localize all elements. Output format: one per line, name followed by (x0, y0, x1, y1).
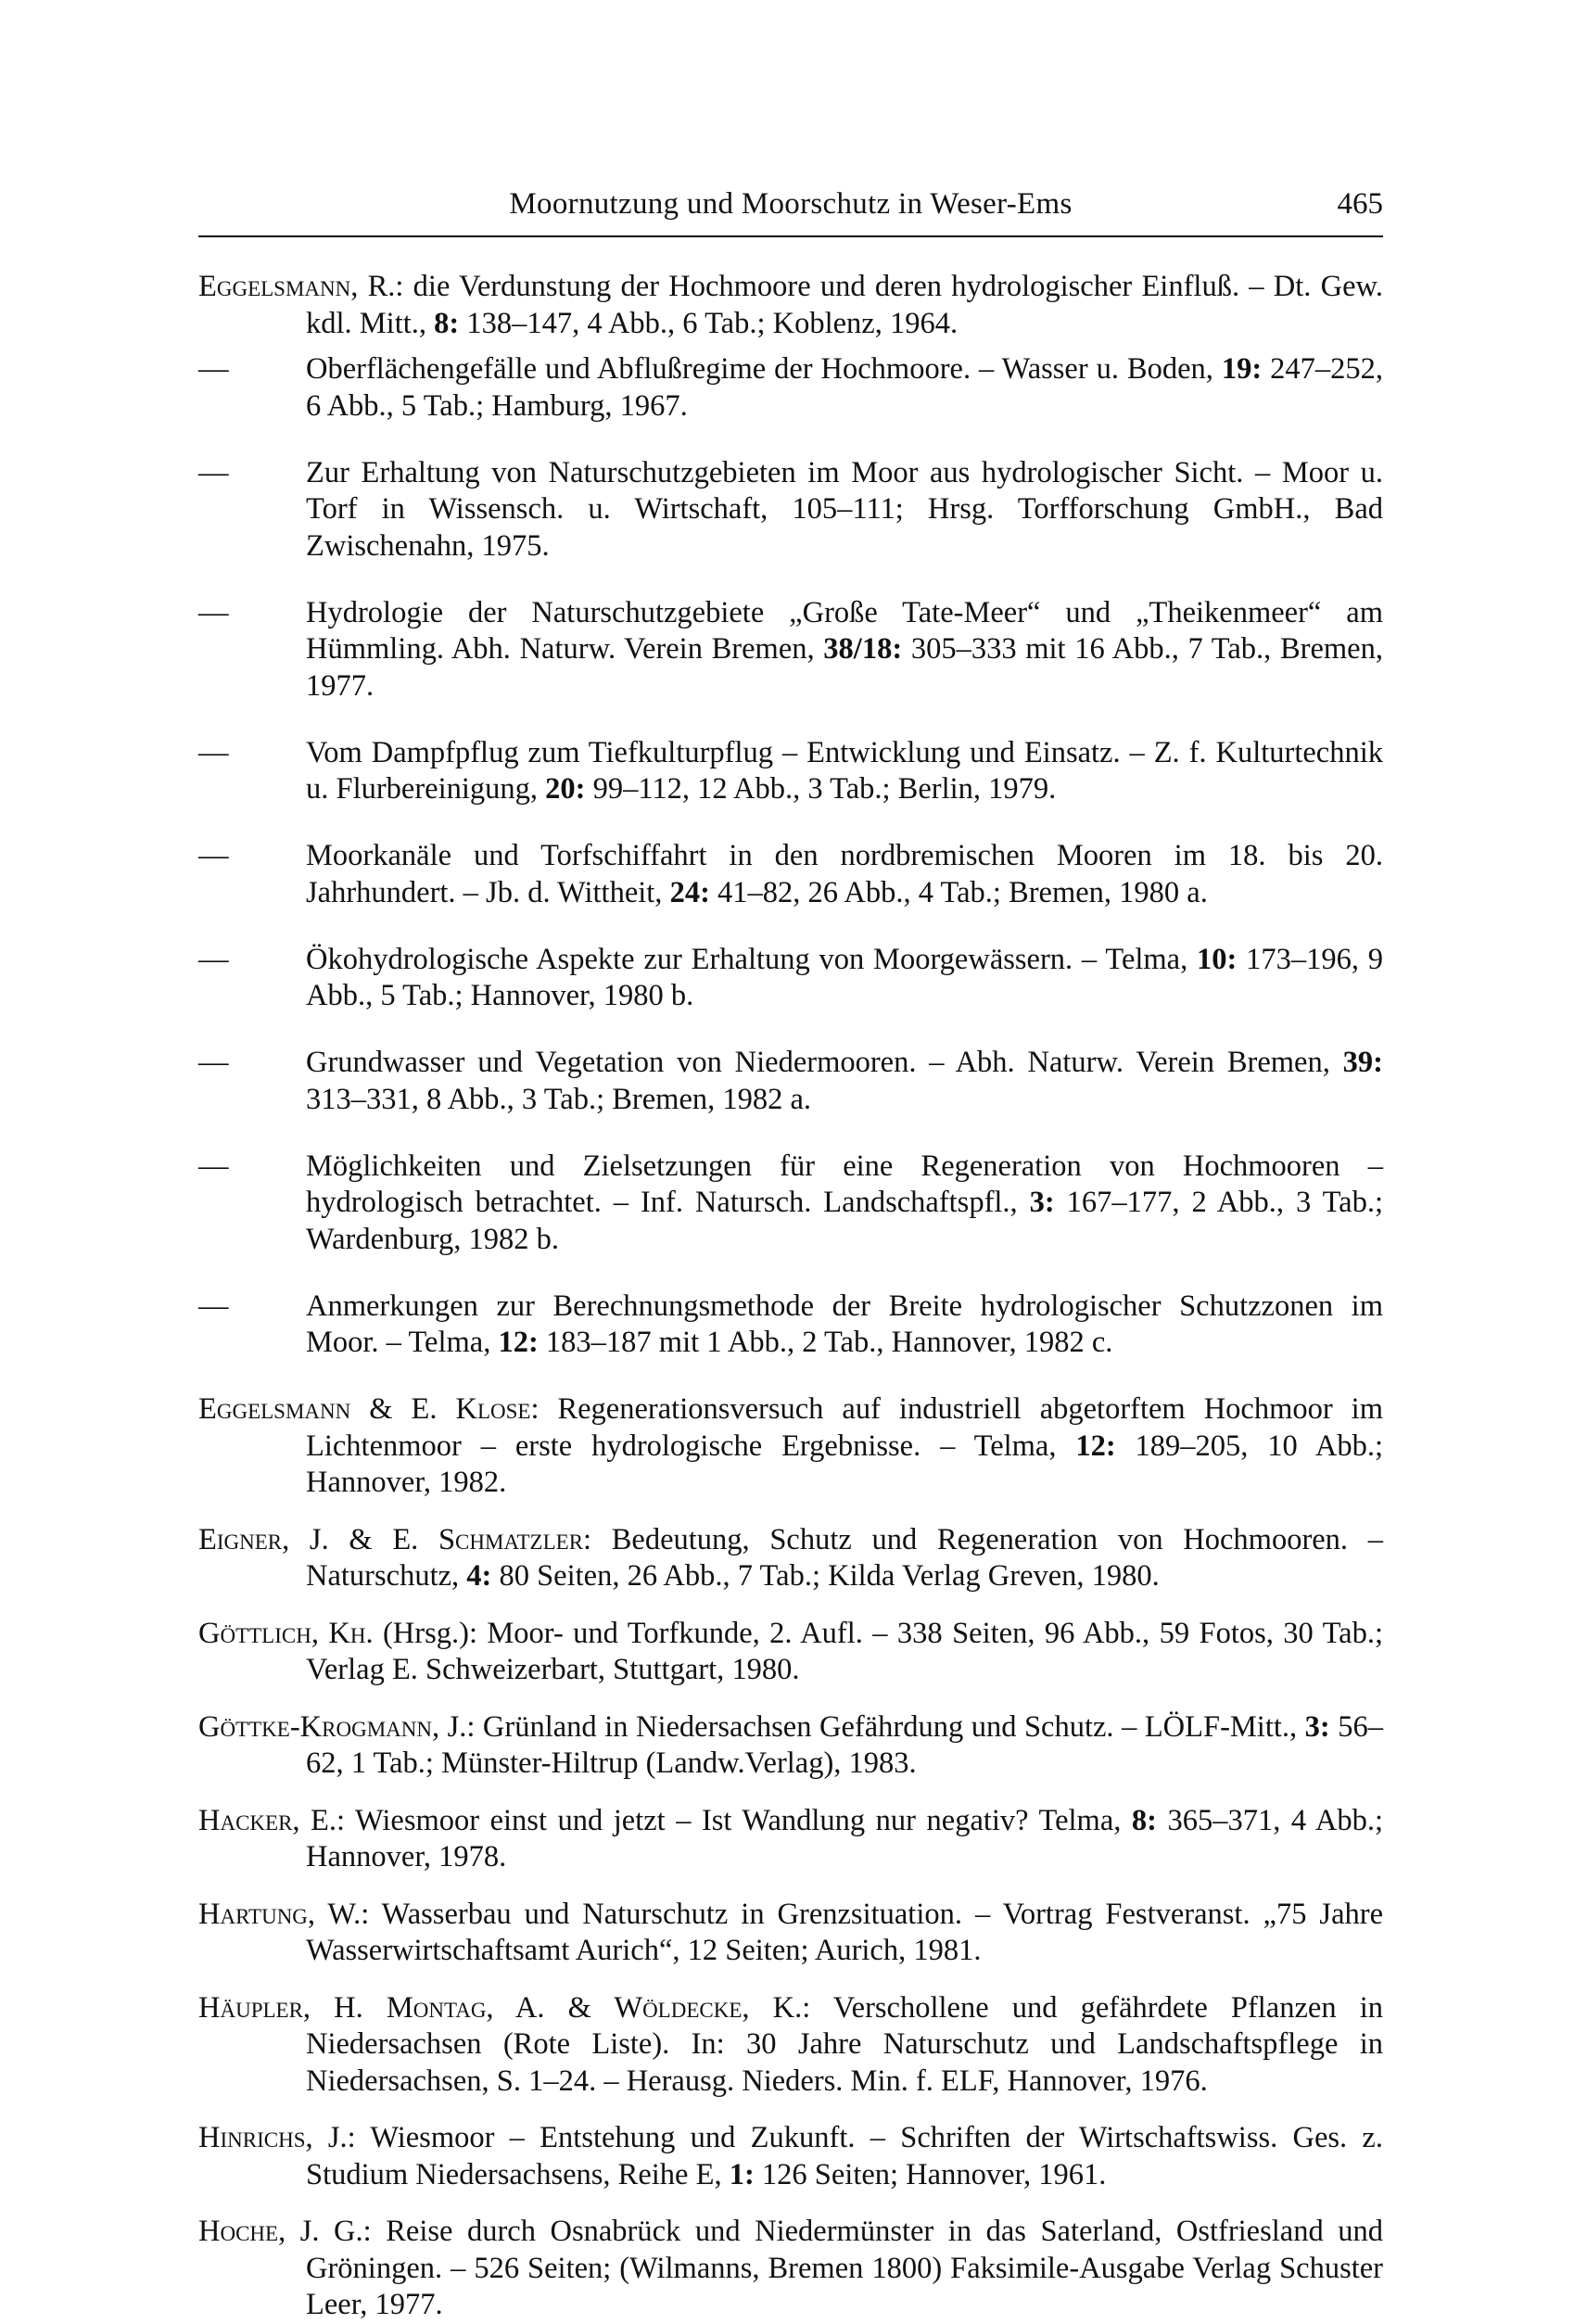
reference-entry: — Moorkanäle und Torfschiffahrt in den nordbremischen Mooren im 18. bis 20. Jahrhundert. – Jb. d. Wittheit, 24: 41–82, 26 Abb., 4 Tab.; Bremen, 1980 a. (198, 839, 1383, 909)
page-number: 465 (1337, 187, 1383, 221)
running-title: Moornutzung und Moorschutz in Weser-Ems (509, 187, 1073, 221)
reference-author: Eggelsmann & E. Klose: (198, 1392, 540, 1426)
reference-list (198, 269, 1383, 2324)
reference-entry: — Möglichkeiten und Zielsetzungen für eine Regeneration von Hochmooren – hydrologisch betrachtet. – Inf. Natursch. Landschaftspfl., 3: 167–177, 2 Abb., 3 Tab.; Wardenburg, 1982 b. (198, 1149, 1383, 1256)
reference-author: Göttke-Krogmann, J.: (198, 1709, 476, 1744)
reference-entry: Eigner, J. & E. Schmatzler: Bedeutung, Schutz und Regeneration von Hochmooren. – Naturschutz, 4: 80 Seiten, 26 Abb., 7 Tab.; Kilda Verlag Greven, 1980. (198, 1522, 1383, 1593)
reference-entry: — Grundwasser und Vegetation von Niedermooren. – Abh. Naturw. Verein Bremen, 39: 313–331, 8 Abb., 3 Tab.; Bremen, 1982 a. (198, 1046, 1383, 1116)
ditto-dash: — (198, 839, 229, 872)
reference-entry: Göttlich, Kh. (Hrsg.): Moor- und Torfkunde, 2. Aufl. – 338 Seiten, 96 Abb., 59 Fotos, 30 Tab.; Verlag E. Schweizerbart, Stuttgart, 1980. (198, 1616, 1384, 1686)
reference-author: Häupler, H. Montag, A. & Wöldecke, K.: (198, 1990, 811, 2025)
reference-author: Hinrichs, J.: (198, 2121, 356, 2154)
ditto-dash: — (198, 735, 229, 769)
reference-entry: Hinrichs, J.: Wiesmoor – Entstehung und Zukunft. – Schriften der Wirtschaftswiss. Ges. z. Studium Niedersachsens, Reihe E, 1: 126 Seiten; Hannover, 1961. (198, 2121, 1383, 2191)
reference-entry: Eggelsmann, R.: die Verdunstung der Hochmoore und deren hydrologischer Einfluß. – Dt. Gew. kdl. Mitt., 8: 138–147, 4 Abb., 6 Tab.; Koblenz, 1964. (198, 270, 1384, 340)
reference-entry: Hacker, E.: Wiesmoor einst und jetzt – Ist Wandlung nur negativ? Telma, 8: 365–371, 4 Abb.; Hannover, 1978. (198, 1803, 1383, 1873)
ditto-dash: — (198, 455, 229, 489)
ditto-dash: — (198, 352, 229, 386)
reference-entry: Eggelsmann & E. Klose: Regenerationsversuch auf industriell abgetorftem Hochmoor im Lichtenmoor – erste hydrologische Ergebnisse. – Telma, 12: 189–205, 10 Abb.; Hannover, 1982. (198, 1392, 1383, 1499)
ditto-dash: — (198, 1289, 229, 1323)
reference-author: Hoche, J. G.: (198, 2215, 372, 2248)
reference-author: Eggelsmann, R.: (198, 270, 404, 303)
running-header (198, 187, 1383, 243)
reference-author: Eigner, J. & E. Schmatzler: (198, 1522, 592, 1556)
reference-entry: — Hydrologie der Naturschutzgebiete „Große Tate-Meer“ und „Theikenmeer“ am Hümmling. Abh. Naturw. Verein Bremen, 38/18: 305–333 mit 16 Abb., 7 Tab., Bremen, 1977. (198, 595, 1383, 703)
reference-entry: Hoche, J. G.: Reise durch Osnabrück und Niedermünster in das Saterland, Ostfriesland und Gröningen. – 526 Seiten; (Wilmanns, Bremen 1800) Faksimile-Ausgabe Verlag Schuster Leer, 1977. (198, 2215, 1383, 2321)
ditto-dash: — (198, 595, 229, 629)
reference-entry: Häupler, H. Montag, A. & Wöldecke, K.: Verschollene und gefährdete Pflanzen in Niedersachsen (Rote Liste). In: 30 Jahre Naturschutz und Landschaftspflege in Niedersachsen, S. 1–24. – Herausg. Nieders. Min. f. ELF, Hannover, 1976. (198, 1990, 1383, 2098)
reference-entry: — Oberflächengefälle und Abflußregime der Hochmoore. – Wasser u. Boden, 19: 247–252, 6 Abb., 5 Tab.; Hamburg, 1967. (198, 352, 1384, 423)
reference-entry: — Zur Erhaltung von Naturschutzgebieten im Moor aus hydrologischer Sicht. – Moor u. Torf in Wissensch. u. Wirtschaft, 105–111; Hrsg. Torfforschung GmbH., Bad Zwischenahn, 1975. (198, 455, 1383, 563)
ditto-dash: — (198, 942, 229, 976)
reference-author: Hartung, W.: (198, 1897, 370, 1931)
reference-entry: — Ökohydrologische Aspekte zur Erhaltung von Moorgewässern. – Telma, 10: 173–196, 9 Abb., 5 Tab.; Hannover, 1980 b. (198, 942, 1384, 1012)
ditto-dash: — (198, 1046, 229, 1079)
ditto-dash: — (198, 1149, 229, 1183)
reference-entry: Hartung, W.: Wasserbau und Naturschutz in Grenzsituation. – Vortrag Festveranst. „75 Jahre Wasserwirtschaftsamt Aurich“, 12 Seiten; Aurich, 1981. (198, 1897, 1383, 1967)
reference-author: Hacker, E.: (198, 1803, 346, 1837)
reference-entry: — Vom Dampfpflug zum Tiefkulturpflug – Entwicklung und Einsatz. – Z. f. Kulturtechnik u. Flurbereinigung, 20: 99–112, 12 Abb., 3 Tab.; Berlin, 1979. (198, 735, 1383, 806)
reference-author: Göttlich, Kh. (198, 1616, 374, 1650)
header-rule (198, 235, 1383, 237)
reference-entry: Göttke-Krogmann, J.: Grünland in Niedersachsen Gefährdung und Schutz. – LÖLF-Mitt., 3: 56–62, 1 Tab.; Münster-Hiltrup (Landw.Verlag), 1983. (198, 1709, 1383, 1780)
reference-entry: — Anmerkungen zur Berechnungsmethode der Breite hydrologischer Schutzzonen im Moor. – Telma, 12: 183–187 mit 1 Abb., 2 Tab., Hannover, 1982 c. (198, 1289, 1383, 1359)
